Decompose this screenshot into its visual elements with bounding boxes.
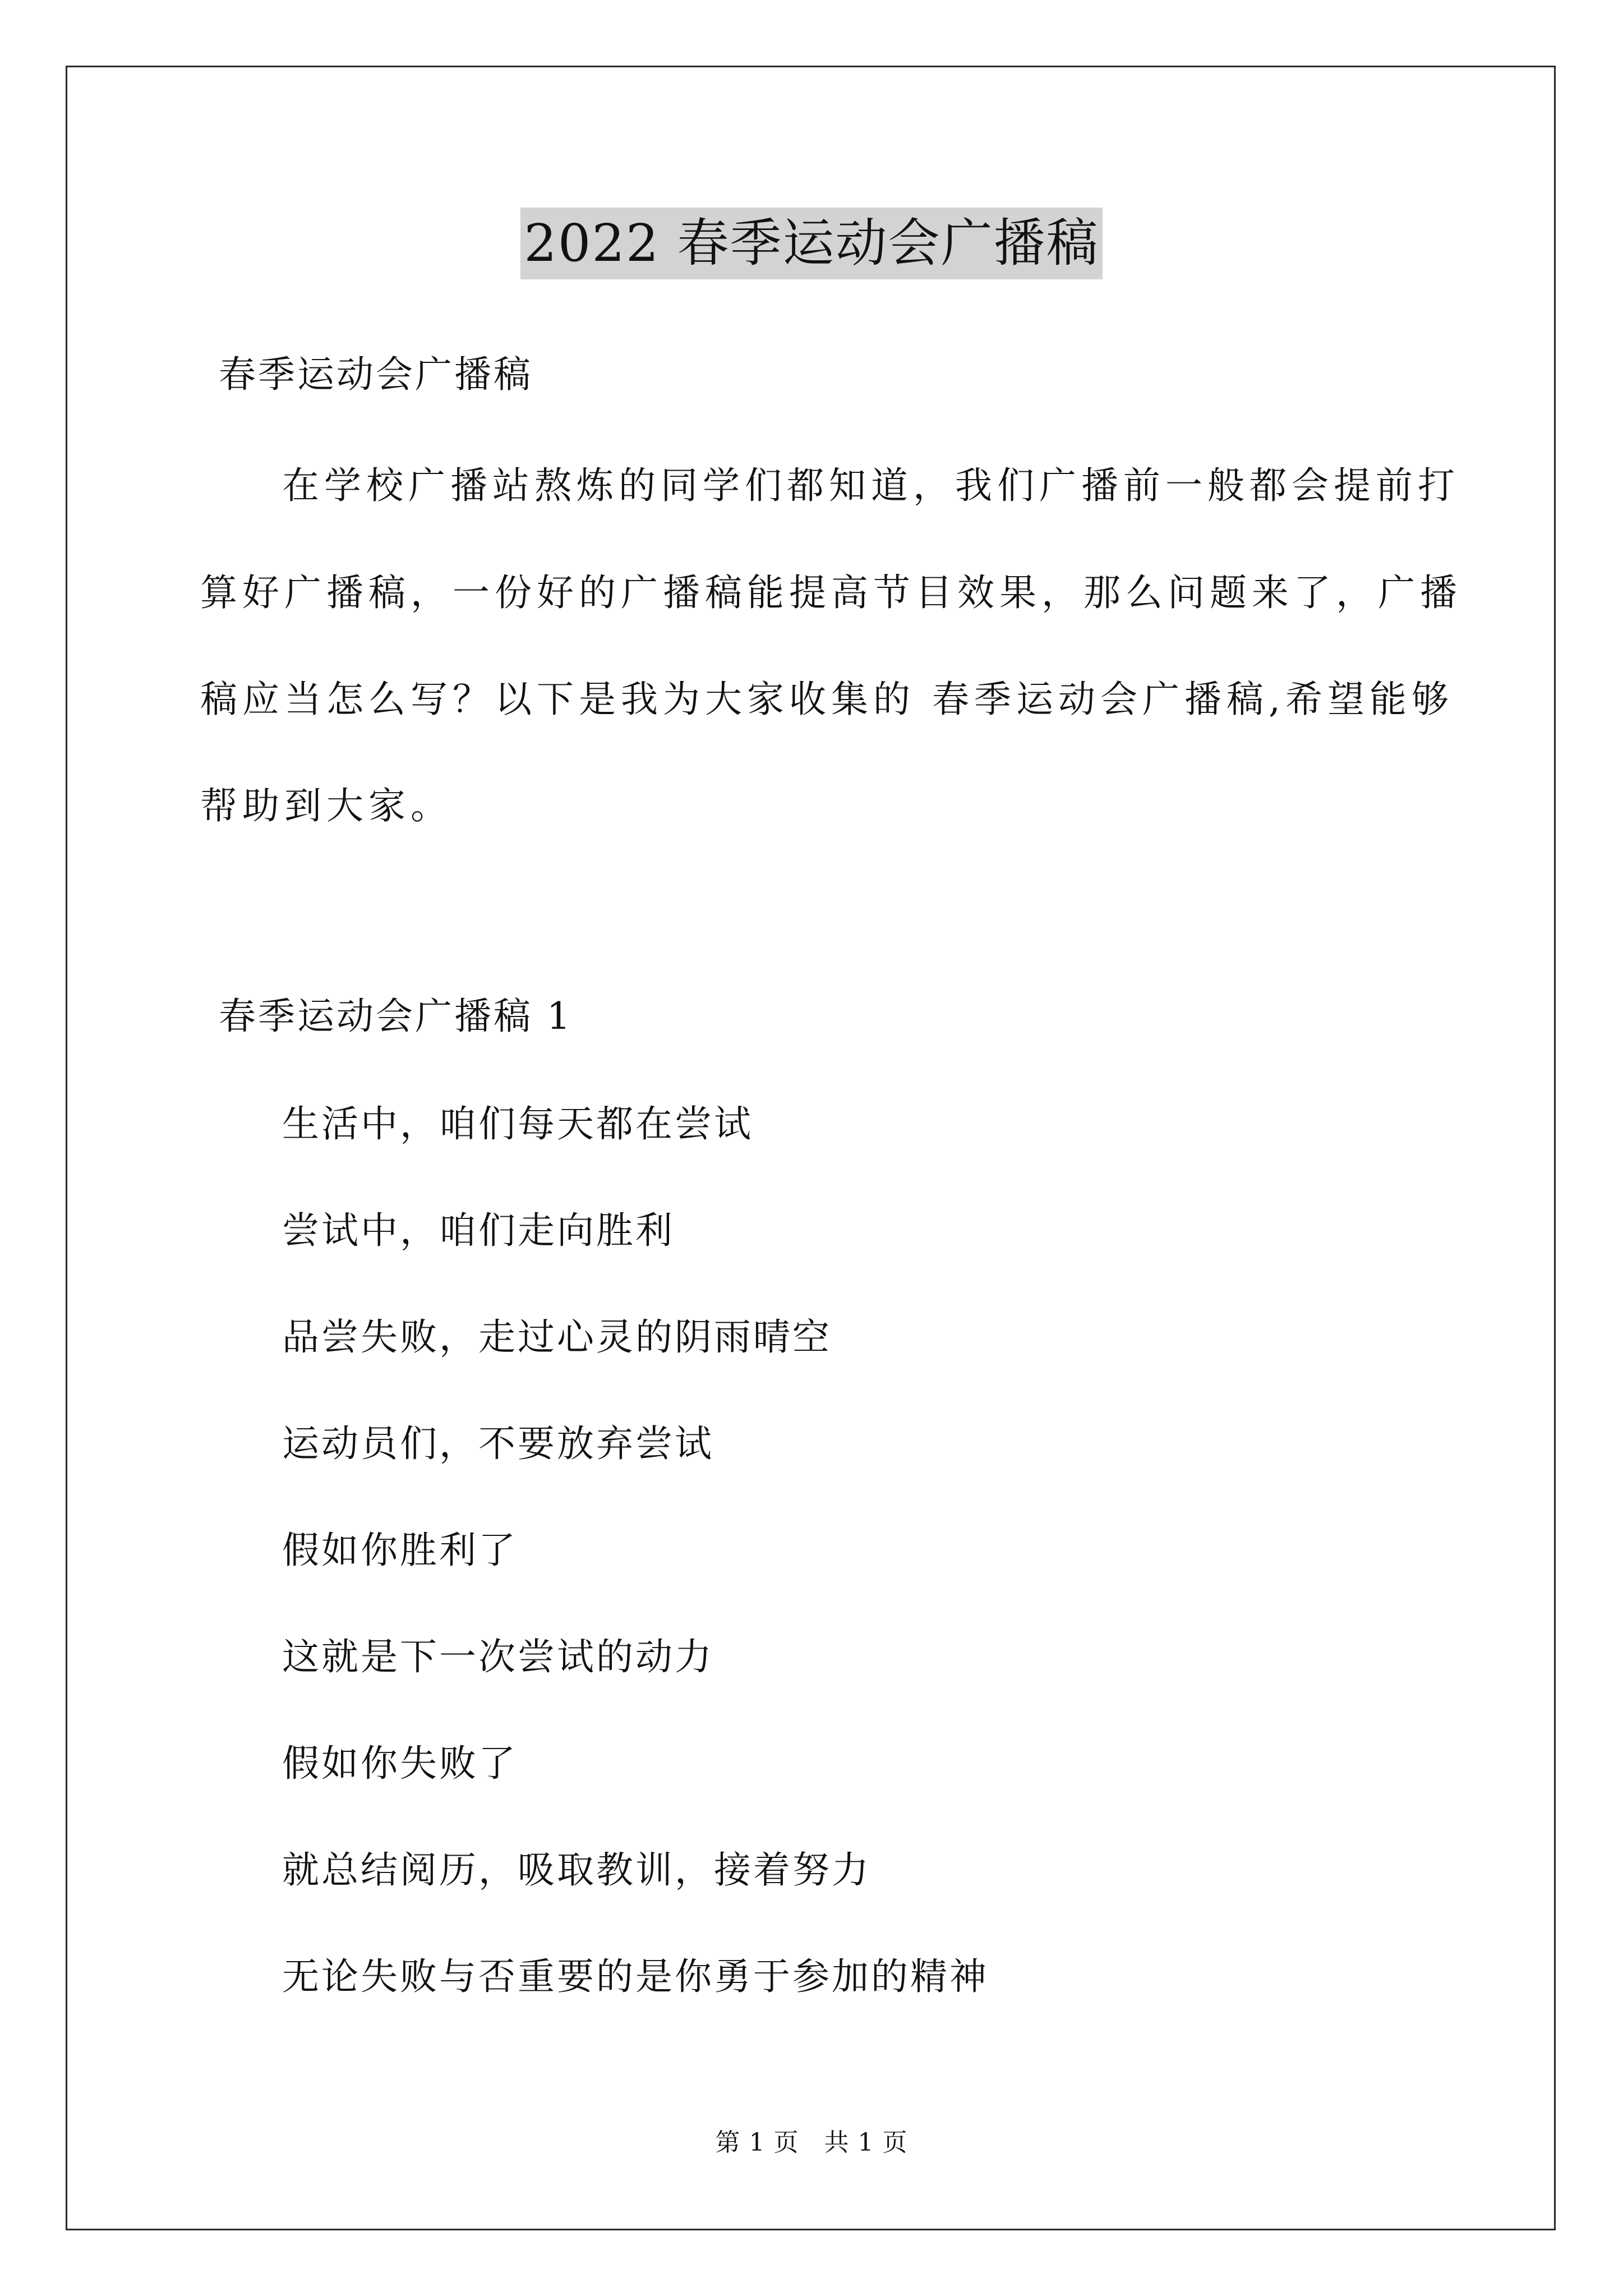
document-subtitle: 春季运动会广播稿: [219, 353, 533, 396]
intro-line-1: 在学校广播站熬炼的同学们都知道，我们广播前一般都会提前打: [282, 464, 1460, 507]
document-title: 2022 春季运动会广播稿: [520, 208, 1102, 279]
verse-line-5: 假如你胜利了: [282, 1529, 518, 1572]
verse-line-6: 这就是下一次尝试的动力: [282, 1635, 714, 1678]
intro-line-2: 算好广播稿，一份好的广播稿能提高节目效果，那么问题来了，广播: [200, 571, 1462, 614]
verse-line-9: 无论失败与否重要的是你勇于参加的精神: [282, 1955, 989, 1998]
title-container: [0, 208, 1623, 279]
section-heading: 春季运动会广播稿 1: [219, 995, 573, 1038]
intro-line-3: 稿应当怎么写？以下是我为大家收集的 春季运动会广播稿,希望能够: [200, 678, 1454, 721]
verse-line-7: 假如你失败了: [282, 1742, 518, 1785]
verse-line-4: 运动员们，不要放弃尝试: [282, 1422, 714, 1465]
verse-line-2: 尝试中，咱们走向胜利: [282, 1209, 675, 1252]
verse-line-8: 就总结阅历，吸取教训，接着努力: [282, 1848, 871, 1892]
verse-line-1: 生活中，咱们每天都在尝试: [282, 1102, 753, 1145]
intro-line-4: 帮助到大家。: [200, 784, 453, 827]
page-footer: 第 1 页 共 1 页: [715, 2128, 908, 2157]
verse-line-3: 品尝失败，走过心灵的阴雨晴空: [282, 1315, 832, 1359]
